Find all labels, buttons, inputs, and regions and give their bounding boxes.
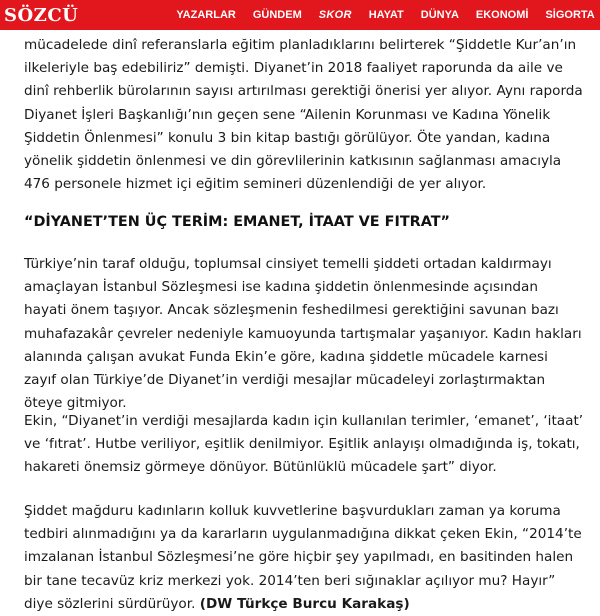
section-heading: “DİYANET’TEN ÜÇ TERİM: EMANET, İTAAT VE FITRAT” bbox=[24, 214, 451, 230]
nav-item-yazarlar[interactable]: YAZARLAR bbox=[176, 9, 236, 21]
article-paragraph: mücadelede dinî referanslarla eğitim planladıklarını belirterek “Şiddetle Kur’an’ın ilkeleriyle baş edebiliriz” demişti. Diyanet’in 2018 faaliyet raporunda da aile ve dinî rehberlik bürolarının sayısı artırılması gerektiği önerisi yer alıyor. Aynı raporda Diyanet İşleri Başkanlığı’nın geçen sene “Ailenin Korunması ve Kadına Yönelik Şiddetin Önlenmesi” konulu 3 bin kitap bastığı görülüyor. Öte yandan, kadına yönelik şiddetin önlenmesi ve din görevlilerinin katkısının sağlanması amacıyla 476 personele hizmet içi eğitim semineri düzenlendiği de yer alıyor. bbox=[24, 37, 583, 193]
article-paragraph: Ekin, “Diyanet’in verdiği mesajlarda kadın için kullanılan terimler, ‘emanet’, ‘itaat’ ve ‘fıtrat’. Hutbe veriliyor, eşitlik denilmiyor. Eşitlik anlayışı olmadığında iş, tokatı, hakareti önemsiz görmeye dönüyor. Bütünlüklü mücadele şart” diyor. bbox=[24, 413, 584, 476]
site-logo[interactable]: SÖZCÜ bbox=[4, 4, 79, 26]
nav-item-dunya[interactable]: DÜNYA bbox=[420, 9, 459, 21]
article-paragraph bbox=[24, 500, 584, 616]
main-nav bbox=[176, 9, 600, 21]
nav-item-skor[interactable]: SKOR bbox=[318, 9, 352, 21]
nav-item-ekonomi[interactable]: EKONOMİ bbox=[475, 9, 529, 21]
nav-item-gundem[interactable]: GÜNDEM bbox=[252, 9, 302, 21]
article-paragraph-text: Şiddet mağduru kadınların kolluk kuvvetlerine başvurdukları zaman ya koruma tedbiri alınmadığını ya da kararların uygulanmadığına dikkat çeken Ekin, “2014’te imzalanan İstanbul Sözleşmesi’ne göre hiçbir şey yapılmadı, en basitinden halen bir tane tecavüz kriz merkezi yok. 2014’ten beri sığınaklar açılıyor mu? Hayır” diye sözlerini sürdürüyor. bbox=[24, 503, 582, 612]
nav-item-sigorta[interactable]: SİGORTA bbox=[545, 9, 595, 21]
top-navigation-bar bbox=[0, 0, 600, 30]
nav-item-hayat[interactable]: HAYAT bbox=[368, 9, 404, 21]
article-paragraph: Türkiye’nin taraf olduğu, toplumsal cinsiyet temelli şiddeti ortadan kaldırmayı amaçlayan İstanbul Sözleşmesi ise kadına şiddetin önlenmesinde açısından hayati önem taşıyor. Ancak sözleşmenin feshedilmesi gerektiğini savunan bazı muhafazakâr çevreler nedeniyle kamuoyunda tartışmalar yaşanıyor. Kadın hakları alanında çalışan avukat Funda Ekin’e göre, kadına şiddetle mücadele karnesi zayıf olan Türkiye’de Diyanet’in verdiği mesajlar mücadeleyi zorlaştırmaktan öteye gitmiyor. bbox=[24, 256, 582, 412]
article-credit: (DW Türkçe Burcu Karakaş) bbox=[199, 595, 410, 612]
